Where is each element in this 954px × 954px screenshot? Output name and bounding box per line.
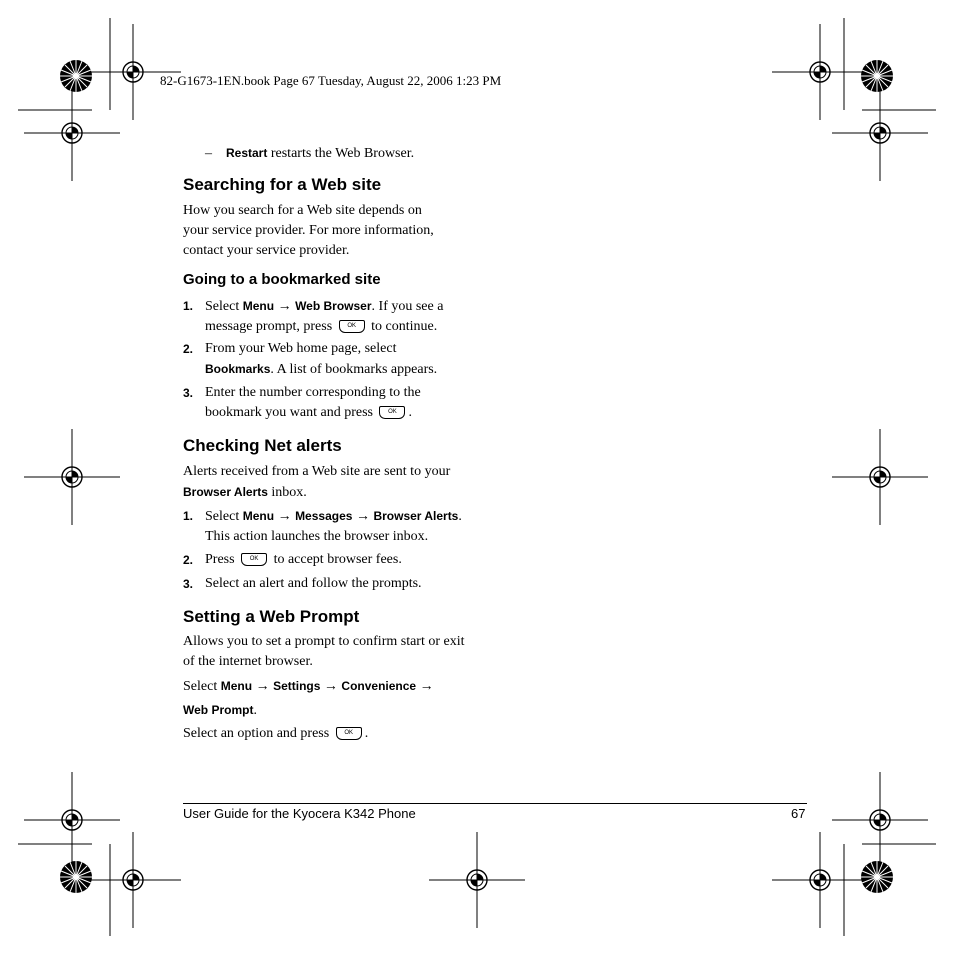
step-text: message prompt, press — [205, 319, 336, 334]
paragraph-line: Allows you to set a prompt to confirm start or exit — [183, 634, 465, 649]
convenience-label: Convenience — [341, 679, 417, 693]
arrow: → — [320, 679, 342, 694]
web-browser-label: Web Browser — [295, 299, 372, 313]
arrow: → — [416, 679, 434, 694]
bookmarks-label: Bookmarks — [205, 362, 271, 376]
step-text: Select an alert and follow the prompts. — [205, 576, 422, 591]
paragraph-text: Select an option and press — [183, 726, 333, 741]
step-text: . — [408, 405, 412, 420]
heading-searching: Searching for a Web site — [183, 175, 382, 194]
arrow: → — [252, 679, 274, 694]
restart-item — [205, 143, 414, 164]
web-prompt-paragraph — [183, 632, 465, 672]
footer-rule — [183, 803, 807, 804]
file-info-header: 82-G1673-1EN.book Page 67 Tuesday, August 22, 2006 1:23 PM — [160, 73, 502, 88]
step-text: bookmark you want and press — [205, 405, 377, 420]
paragraph-line: contact your service provider. — [183, 243, 350, 258]
step-number: 2. — [183, 553, 194, 567]
menu-label: Menu — [220, 679, 253, 693]
settings-label: Settings — [273, 679, 321, 693]
dash: – — [205, 146, 212, 161]
heading-bookmarked: Going to a bookmarked site — [183, 271, 381, 288]
heading-web-prompt: Setting a Web Prompt — [183, 607, 360, 626]
arrow: → — [274, 509, 296, 524]
web-prompt-path — [183, 676, 434, 697]
step-text: . If you see a — [371, 299, 444, 314]
menu-label: Menu — [242, 509, 275, 523]
alerts-intro — [183, 462, 450, 503]
step-text: Press — [205, 552, 239, 567]
web-prompt-label: Web Prompt — [183, 703, 254, 717]
paragraph-text: inbox. — [267, 485, 307, 500]
step-text: to continue. — [367, 319, 438, 334]
arrow: → — [352, 509, 374, 524]
menu-label: Menu — [242, 299, 275, 313]
paragraph-text: . — [253, 703, 257, 718]
step-number: 1. — [183, 299, 194, 313]
heading-net-alerts: Checking Net alerts — [183, 436, 342, 455]
alerts-step-3 — [183, 574, 503, 594]
paragraph-text: Select — [183, 679, 221, 694]
step-text: This action launches the browser inbox. — [205, 529, 429, 544]
step-number: 3. — [183, 577, 194, 591]
step-text: Select — [205, 509, 243, 524]
bookmark-step-3 — [183, 383, 483, 423]
ok-key-icon: OK — [336, 727, 362, 740]
step-text: Enter the number corresponding to the — [205, 385, 421, 400]
restart-desc: restarts the Web Browser. — [267, 146, 415, 161]
web-prompt-label-line — [183, 700, 257, 721]
browser-alerts-label: Browser Alerts — [373, 509, 459, 523]
restart-label: Restart — [226, 146, 268, 160]
bookmark-step-2 — [183, 339, 483, 380]
bookmark-step-1 — [183, 296, 483, 337]
paragraph-line: your service provider. For more information, — [183, 223, 434, 238]
messages-label: Messages — [295, 509, 353, 523]
ok-key-icon: OK — [339, 320, 365, 333]
ok-key-icon: OK — [379, 406, 405, 419]
page-number: 67 — [791, 806, 806, 821]
step-text: to accept browser fees. — [270, 552, 402, 567]
alerts-step-1 — [183, 506, 503, 547]
paragraph-line: Alerts received from a Web site are sent to your — [183, 464, 451, 479]
paragraph-line: How you search for a Web site depends on — [183, 203, 422, 218]
step-number: 1. — [183, 509, 194, 523]
footer-guide-title: User Guide for the Kyocera K342 Phone — [183, 806, 416, 821]
step-text: . — [458, 509, 462, 524]
step-text: Select — [205, 299, 243, 314]
paragraph-text: . — [364, 726, 369, 741]
paragraph-line: of the internet browser. — [183, 654, 313, 669]
ok-key-icon: OK — [241, 553, 267, 566]
web-prompt-final — [183, 724, 368, 744]
step-number: 2. — [183, 342, 194, 356]
browser-alerts-label: Browser Alerts — [183, 485, 268, 499]
step-text: From your Web home page, select — [205, 341, 397, 356]
searching-paragraph — [183, 201, 434, 261]
step-text: . A list of bookmarks appears. — [270, 362, 438, 377]
alerts-step-2 — [183, 550, 503, 570]
step-number: 3. — [183, 386, 194, 400]
arrow: → — [274, 299, 296, 314]
